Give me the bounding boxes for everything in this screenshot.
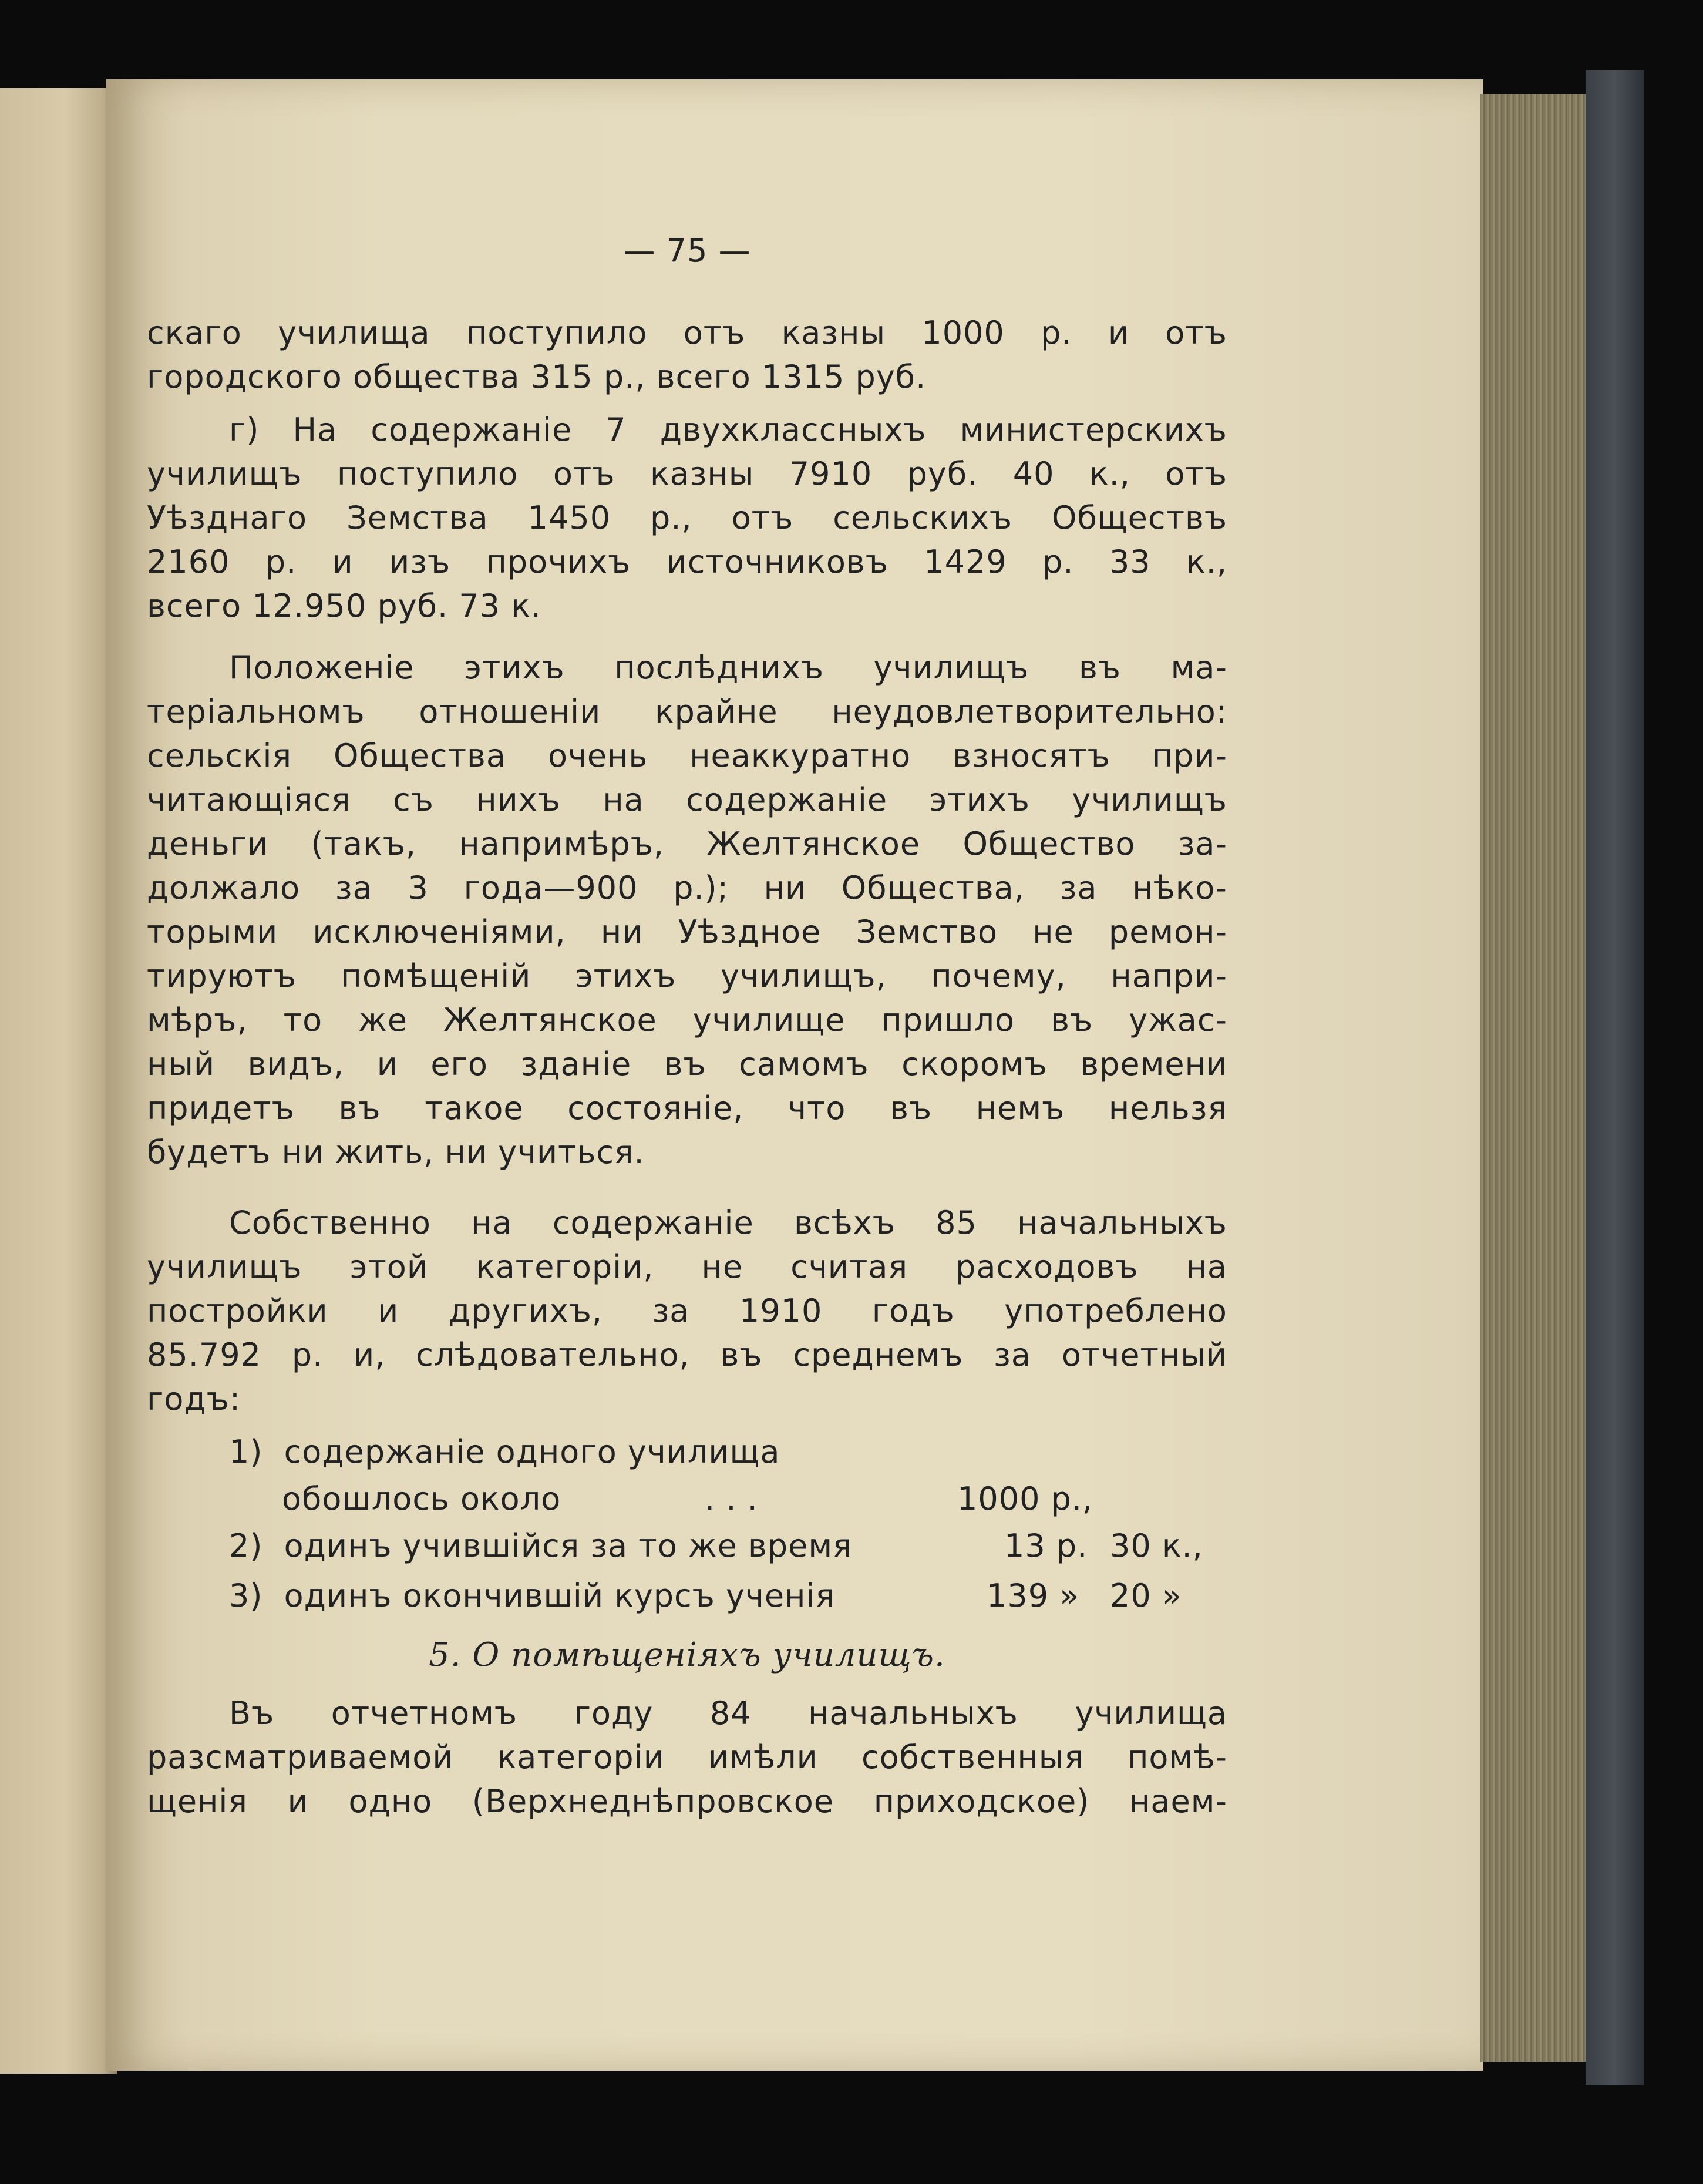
word: училищъ (1072, 781, 1227, 818)
text-line (147, 1090, 1227, 1127)
word: на (603, 781, 644, 818)
word: содержаніе (552, 1204, 754, 1241)
text-line (147, 1695, 1227, 1732)
word: к., (1089, 455, 1130, 492)
word: 33 (1109, 543, 1151, 580)
word: пришло (881, 1002, 1015, 1039)
text-line (147, 957, 1227, 994)
word: разсматриваемой (147, 1739, 454, 1776)
text-line (147, 693, 1227, 730)
word: слѣдовательно, (416, 1336, 690, 1373)
word: то (283, 1002, 323, 1039)
word: отношеніи (419, 693, 601, 730)
word: теріальномъ (147, 693, 365, 730)
text-line (147, 1336, 1227, 1373)
word: г) (229, 411, 260, 448)
word: Въ (229, 1695, 275, 1732)
word: (такъ, (311, 825, 417, 862)
word: 85.792 (147, 1336, 261, 1373)
word: и, (354, 1336, 386, 1373)
word: содержаніе (686, 781, 888, 818)
list-item (229, 1527, 853, 1564)
word: этихъ (575, 957, 677, 994)
word: годъ (871, 1292, 955, 1329)
word: отчетный (1061, 1336, 1227, 1373)
word: Собственно (229, 1204, 431, 1241)
word: при- (1152, 737, 1227, 774)
word: за (994, 1336, 1031, 1373)
list-amount: 13 р. (1004, 1527, 1088, 1564)
word: неаккуратно (689, 737, 911, 774)
list-text: обошлось около (282, 1480, 561, 1517)
left-facing-page (0, 88, 117, 2074)
word: въ (338, 1090, 381, 1127)
word: неудовлетворительно: (832, 693, 1227, 730)
word: состояніе, (567, 1090, 744, 1127)
word: этихъ (929, 781, 1030, 818)
word: к., (1186, 543, 1227, 580)
word: 1000 (921, 314, 1005, 351)
list-amount: 1000 р., (957, 1480, 1093, 1517)
word: приходское) (873, 1783, 1090, 1820)
word: почему, (931, 957, 1066, 994)
text-line (147, 913, 1227, 950)
word: 84 (709, 1695, 752, 1732)
word: Общества (334, 737, 506, 774)
word: деньги (147, 825, 269, 862)
word: руб. (907, 455, 978, 492)
word: 1429 (924, 543, 1007, 580)
word: напри- (1110, 957, 1227, 994)
word: На (292, 411, 338, 448)
text-line: годъ: (147, 1380, 241, 1417)
text-line (147, 649, 1227, 686)
word: другихъ, (448, 1292, 603, 1329)
text-line: будетъ ни жить, ни учиться. (147, 1134, 645, 1171)
word: употреблено (1004, 1292, 1227, 1329)
word: (Верхнеднѣпровское (472, 1783, 834, 1820)
word: времени (1080, 1046, 1227, 1083)
word: училищъ, (721, 957, 887, 994)
word: категоріи, (476, 1248, 654, 1285)
word: на (471, 1204, 513, 1241)
word: наем- (1129, 1783, 1227, 1820)
word: всѣхъ (793, 1204, 896, 1241)
text-line (147, 1002, 1227, 1039)
word: нѣко- (1132, 869, 1227, 906)
word: очень (547, 737, 648, 774)
word: не (701, 1248, 743, 1285)
word: крайне (654, 693, 778, 730)
word: ремон- (1108, 913, 1227, 950)
word: Уѣздное (678, 913, 822, 950)
word: прочихъ (486, 543, 631, 580)
word: года—900 (463, 869, 638, 906)
word: казны (649, 455, 755, 492)
word: зданіе (520, 1046, 632, 1083)
word: Положеніе (229, 649, 415, 686)
word: щенія (147, 1783, 248, 1820)
text-line (147, 543, 1227, 580)
word: исключеніями, (312, 913, 566, 950)
word: мѣръ, (147, 1002, 248, 1039)
word: начальныхъ (1017, 1204, 1227, 1241)
word: за- (1177, 825, 1227, 862)
list-text: одинъ окончившій курсъ ученія (284, 1577, 835, 1614)
list-number: 1) (229, 1433, 263, 1470)
word: нихъ (476, 781, 561, 818)
list-item-continuation (282, 1480, 561, 1517)
book-cover (1586, 70, 1644, 2085)
word: изъ (389, 543, 451, 580)
word: казны (781, 314, 886, 351)
word: отъ (553, 455, 615, 492)
text-line (147, 1046, 1227, 1083)
word: Общество (962, 825, 1136, 862)
list-item (229, 1577, 835, 1614)
word: и (1108, 314, 1129, 351)
word: министерскихъ (960, 411, 1227, 448)
text-line (147, 1248, 1227, 1285)
word: году (574, 1695, 654, 1732)
word: р. (291, 1336, 324, 1373)
word: среднемъ (793, 1336, 964, 1373)
word: 2160 (147, 543, 230, 580)
word: видъ, (247, 1046, 345, 1083)
list-number: 2) (229, 1527, 263, 1564)
text-line: всего 12.950 руб. 73 к. (147, 587, 541, 624)
word: категоріи (497, 1739, 665, 1776)
word: взносятъ (953, 737, 1110, 774)
word: училищъ (147, 1248, 302, 1285)
word: скоромъ (901, 1046, 1048, 1083)
word: придетъ (147, 1090, 295, 1127)
word: напримѣръ, (459, 825, 665, 862)
text-line (147, 737, 1227, 774)
word: отъ (683, 314, 746, 351)
text-line (147, 455, 1227, 492)
word: отчетномъ (331, 1695, 518, 1732)
text-line (147, 1783, 1227, 1820)
word: такое (425, 1090, 524, 1127)
word: этой (349, 1248, 428, 1285)
word: р., (650, 499, 692, 536)
word: ма- (1170, 649, 1227, 686)
word: за (652, 1292, 690, 1329)
word: этихъ (464, 649, 565, 686)
word: училище (692, 1002, 846, 1039)
word: въ (664, 1046, 706, 1083)
word: ни (763, 869, 807, 906)
word: собственныя (861, 1739, 1084, 1776)
word: Желтянское (443, 1002, 657, 1039)
word: 1450 (527, 499, 611, 536)
word: отъ (731, 499, 794, 536)
word: же (358, 1002, 408, 1039)
word: поступило (337, 455, 519, 492)
word: одно (348, 1783, 433, 1820)
word: 7910 (789, 455, 873, 492)
word: въ (890, 1090, 933, 1127)
word: и (376, 1046, 398, 1083)
word: имѣли (708, 1739, 818, 1776)
word: постройки (147, 1292, 328, 1329)
word: училищъ (873, 649, 1029, 686)
section-heading: 5. О помѣщеніяхъ училищъ. (429, 1636, 945, 1674)
word: начальныхъ (808, 1695, 1018, 1732)
word: помѣ- (1128, 1739, 1227, 1776)
text-line (147, 869, 1227, 906)
word: р. (1041, 314, 1072, 351)
text-line (147, 1204, 1227, 1241)
word: училищъ (147, 455, 302, 492)
word: читающіяся (147, 781, 351, 818)
word: Земства (346, 499, 489, 536)
word: помѣщеній (341, 957, 531, 994)
word: Земство (856, 913, 998, 950)
word: поступило (466, 314, 648, 351)
word: Обществъ (1051, 499, 1227, 536)
word: его (430, 1046, 488, 1083)
text-line (147, 1739, 1227, 1776)
word: р. (1042, 543, 1074, 580)
word: за (1059, 869, 1098, 906)
text-line (147, 314, 1227, 351)
word: 7 (605, 411, 627, 448)
word: въ (1078, 649, 1121, 686)
word: училища (1075, 1695, 1227, 1732)
list-amount-kopecks: 30 к., (1110, 1527, 1203, 1564)
page-number: — 75 — (623, 232, 751, 269)
word: нельзя (1108, 1090, 1227, 1127)
word: источниковъ (666, 543, 888, 580)
word: торыми (147, 913, 278, 950)
text-line (147, 781, 1227, 818)
text-line (147, 1292, 1227, 1329)
word: съ (393, 781, 434, 818)
list-item (229, 1433, 780, 1470)
word: ни (600, 913, 644, 950)
leader-dots: . . . (705, 1480, 758, 1517)
word: отъ (1165, 314, 1227, 351)
word: двухклассныхъ (659, 411, 927, 448)
word: р.); (673, 869, 729, 906)
text-line (147, 411, 1227, 448)
list-number: 3) (229, 1577, 263, 1614)
word: на (1186, 1248, 1227, 1285)
word: и (287, 1783, 309, 1820)
word: считая (790, 1248, 908, 1285)
word: въ (720, 1336, 763, 1373)
word: Желтянское (706, 825, 921, 862)
word: отъ (1165, 455, 1227, 492)
word: послѣднихъ (614, 649, 824, 686)
word: 3 (408, 869, 429, 906)
word: не (1032, 913, 1074, 950)
word: тируютъ (147, 957, 297, 994)
word: должало (147, 869, 301, 906)
word: Уѣзднаго (147, 499, 308, 536)
list-text: содержаніе одного училища (284, 1433, 780, 1470)
word: что (787, 1090, 846, 1127)
page-edges (1480, 94, 1591, 2062)
word: скаго (147, 314, 242, 351)
word: немъ (975, 1090, 1065, 1127)
word: за (335, 869, 373, 906)
word: Общества, (841, 869, 1025, 906)
word: 40 (1012, 455, 1055, 492)
word: ный (147, 1046, 216, 1083)
word: въ (1051, 1002, 1093, 1039)
word: сельскія (147, 737, 292, 774)
text-line: городского общества 315 р., всего 1315 руб. (147, 358, 927, 395)
word: содержаніе (371, 411, 573, 448)
word: 85 (935, 1204, 977, 1241)
word: и (332, 543, 354, 580)
word: самомъ (739, 1046, 869, 1083)
word: сельскихъ (833, 499, 1013, 536)
list-amount: 139 » (987, 1577, 1080, 1614)
word: р. (265, 543, 297, 580)
text-line (147, 499, 1227, 536)
list-amount-kopecks: 20 » (1110, 1577, 1182, 1614)
word: училища (278, 314, 430, 351)
word: 1910 (739, 1292, 823, 1329)
list-text: одинъ учившійся за то же время (284, 1527, 853, 1564)
word: расходовъ (955, 1248, 1139, 1285)
word: ужас- (1129, 1002, 1227, 1039)
word: и (378, 1292, 399, 1329)
text-line (147, 825, 1227, 862)
